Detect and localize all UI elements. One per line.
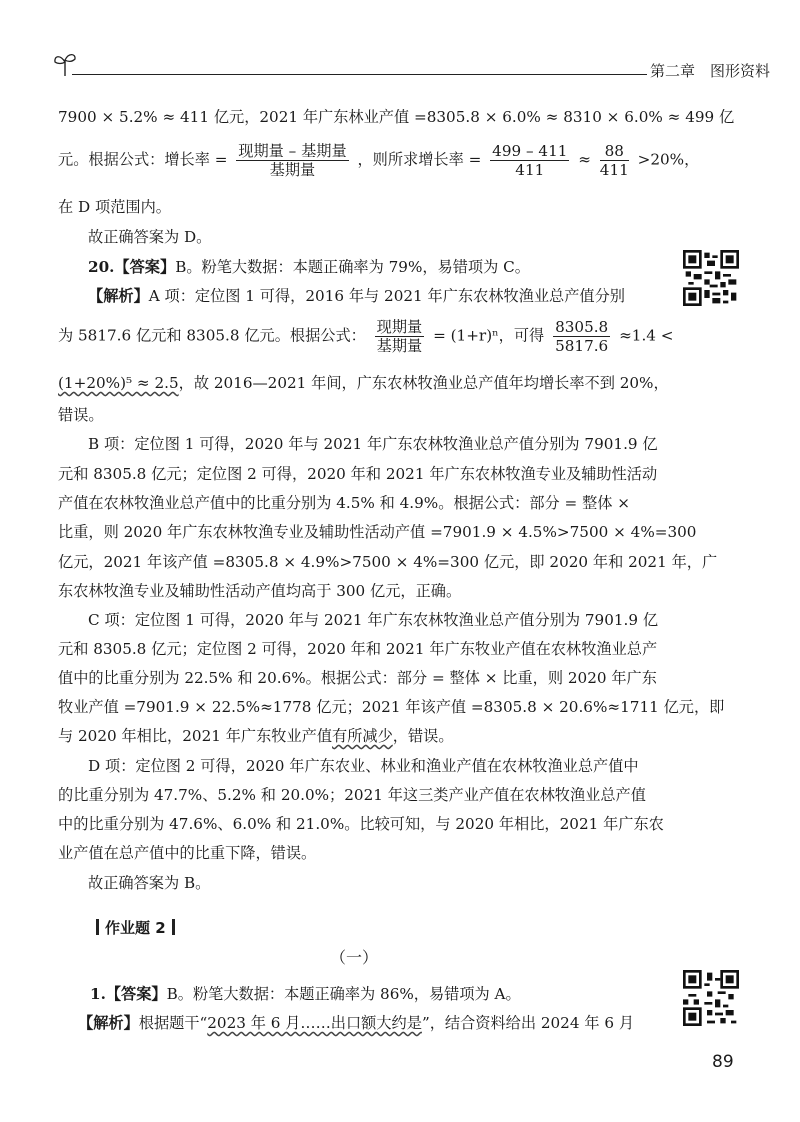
text-line: 在 D 项范围内。 <box>58 198 171 216</box>
fraction-numerator: 499 – 411 <box>492 142 568 160</box>
fraction <box>490 142 569 179</box>
chapter-title: 第二章 图形资料 <box>650 62 771 80</box>
text-span: ”，结合资料给出 2024 年 6 月 <box>421 1014 635 1032</box>
text-span: ，错误。 <box>392 727 454 745</box>
section-number: （一） <box>330 948 379 967</box>
text-line: 的比重分别为 47.7%、5.2% 和 20.0%；2021 年这三类产业产值在农林牧渔业总产值 <box>58 786 646 804</box>
analysis-line <box>88 285 688 307</box>
text-line: C 项：定位图 1 可得，2020 年与 2021 年广东农林牧渔业总产值分别为 7901.9 亿 <box>88 611 659 629</box>
fraction-denominator: 411 <box>599 161 629 179</box>
answer-label: 1.【答案】 <box>90 985 167 1003</box>
page-number: 89 <box>712 1052 734 1072</box>
homework-title <box>90 917 181 938</box>
text-span: B。粉笔大数据：本题正确率为 79%，易错项为 C。 <box>175 258 530 276</box>
text-line: 元和 8305.8 亿元；定位图 2 可得，2020 年和 2021 年广东农林牧渔专业及辅助性活动 <box>58 465 658 483</box>
text-line <box>58 372 669 394</box>
fraction <box>600 142 629 179</box>
text-line: 7900 × 5.2% ≈ 411 亿元，2021 年广东林业产值 =8305.8 × 6.0% ≈ 8310 × 6.0% ≈ 499 亿 <box>58 108 735 126</box>
text-line-formula <box>58 142 700 179</box>
text-span: = (1+r)ⁿ，可得 <box>433 326 545 345</box>
analysis-line <box>78 1012 678 1034</box>
text-span: 与 2020 年相比，2021 年广东牧业产值 <box>58 727 333 745</box>
page-header <box>52 50 771 90</box>
text-span: 根据题干“ <box>138 1014 208 1032</box>
text-line: B 项：定位图 1 可得，2020 年与 2021 年广东农林牧渔业总产值分别为 7901.9 亿 <box>88 435 658 453</box>
answer-line: 故正确答案为 B。 <box>88 874 211 892</box>
answer-line: 故正确答案为 D。 <box>88 228 212 246</box>
text-span: ，故 2016—2021 年间，广东农林牧渔业总产值年均增长率不到 20%， <box>178 374 669 392</box>
analysis-label: 【解析】 <box>78 1014 139 1032</box>
text-line: 中的比重分别为 47.6%、6.0% 和 21.0%。比较可知，与 2020 年相比，2021 年广东农 <box>58 815 664 833</box>
text-line: 产值在农林牧渔业总产值中的比重分别为 4.5% 和 4.9%。根据公式：部分 = 整体 × <box>58 494 631 512</box>
fraction-numerator: 现期量 <box>376 318 423 336</box>
fraction-numerator: 现期量 – 基期量 <box>238 142 347 160</box>
title-bar-right <box>172 919 175 935</box>
text-line: 东农林牧渔专业及辅助性活动产值均高于 300 亿元，正确。 <box>58 582 462 600</box>
text-span: >20%， <box>637 150 700 169</box>
text-span: A 项：定位图 1 可得，2016 年与 2021 年广东农林牧渔业总产值分别 <box>148 287 625 305</box>
fraction-denominator: 5817.6 <box>555 337 609 355</box>
fraction <box>375 318 425 355</box>
wavy-underlined-text: 有所减少 <box>332 727 393 745</box>
text-line: D 项：定位图 2 可得，2020 年广东农业、林业和渔业产值在农林牧渔业总产值中 <box>88 757 639 775</box>
text-line-formula <box>58 318 674 355</box>
text-span: B。粉笔大数据：本题正确率为 86%，易错项为 A。 <box>166 985 521 1003</box>
fraction-denominator: 411 <box>515 161 545 179</box>
fraction <box>553 318 610 355</box>
text-line: 牧业产值 =7901.9 × 22.5%≈1778 亿元；2021 年该产值 =8305.8 × 20.6%≈1711 亿元，即 <box>58 698 725 716</box>
fraction-numerator: 88 <box>600 142 629 161</box>
answer-label: 20.【答案】 <box>88 258 176 276</box>
qr-code-icon[interactable] <box>683 970 739 1026</box>
text-span: ，则所求增长率 = <box>357 150 482 169</box>
fraction-denominator: 基期量 <box>376 337 423 355</box>
qr-code-icon[interactable] <box>683 250 739 306</box>
text-line: 比重，则 2020 年广东农林牧渔专业及辅助性活动产值 =7901.9 × 4.5%>7500 × 4%=300 <box>58 523 697 541</box>
answer-line-1 <box>90 983 690 1005</box>
text-line <box>58 725 658 747</box>
text-span: ≈1.4 < <box>619 326 674 345</box>
analysis-label: 【解析】 <box>88 287 149 305</box>
wavy-underlined-text: 2023 年 6 月……出口额大约是 <box>207 1014 422 1032</box>
text-span: 元。根据公式：增长率 = <box>58 150 228 169</box>
homework-title-text: 作业题 2 <box>105 919 166 937</box>
fraction-numerator: 8305.8 <box>555 318 609 336</box>
text-line: 业产值在总产值中的比重下降，错误。 <box>58 844 317 862</box>
text-span: 为 5817.6 亿元和 8305.8 亿元。根据公式： <box>58 326 366 345</box>
header-rule <box>72 74 647 75</box>
text-line: 亿元，2021 年该产值 =8305.8 × 4.9%>7500 × 4%=300 亿元，即 2020 年和 2021 年，广 <box>58 553 718 571</box>
title-bar-left <box>96 919 99 935</box>
answer-line-20 <box>88 256 688 278</box>
text-line: 元和 8305.8 亿元；定位图 2 可得，2020 年和 2021 年广东牧业产值在农林牧渔业总产 <box>58 640 658 658</box>
text-span: ≈ <box>578 150 591 169</box>
fraction-denominator: 基期量 <box>269 161 316 179</box>
text-line: 值中的比重分别为 22.5% 和 20.6%。根据公式：部分 = 整体 × 比重，则 2020 年广东 <box>58 669 657 687</box>
fraction <box>236 142 348 179</box>
wavy-underlined-text: (1+20%)⁵ ≈ 2.5 <box>58 374 179 392</box>
text-line: 错误。 <box>58 406 104 424</box>
